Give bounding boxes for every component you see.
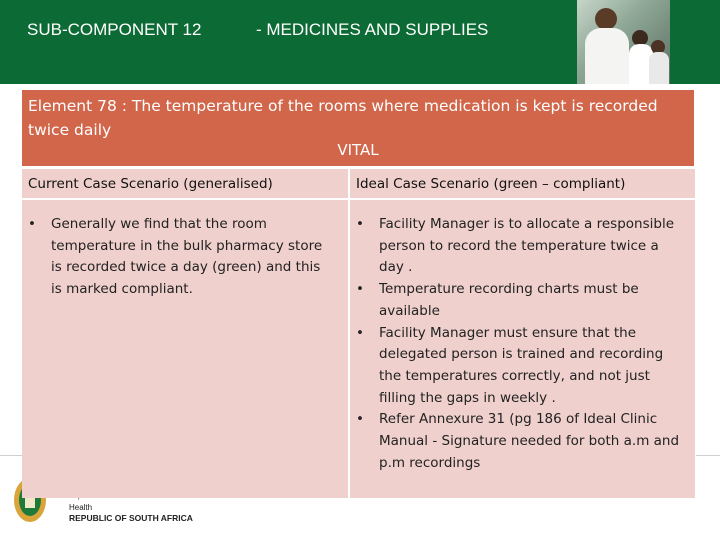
ideal-scenario-list bbox=[356, 214, 686, 474]
scenario-table bbox=[22, 167, 696, 498]
footer-country: REPUBLIC OF SOUTH AFRICA bbox=[69, 513, 193, 523]
current-scenario-cell bbox=[22, 200, 348, 498]
bullet-item: • Refer Annexure 31 (pg 186 of Ideal Clinic Manual - Signature needed for both a.m and p.m recordings bbox=[356, 409, 686, 474]
subcomponent-title: - MEDICINES AND SUPPLIES bbox=[256, 20, 489, 39]
element-title: Element 78 : The temperature of the rooms where medication is kept is recorded twice daily bbox=[28, 97, 658, 139]
ideal-scenario-cell bbox=[350, 200, 695, 498]
bullet-item: • Facility Manager is to allocate a responsible person to record the temperature twice a day . bbox=[356, 214, 686, 279]
subcomponent-label: SUB-COMPONENT 12 bbox=[27, 20, 202, 39]
current-scenario-header: Current Case Scenario (generalised) bbox=[22, 169, 348, 198]
header-photo bbox=[577, 0, 670, 84]
bullet-item: • Facility Manager must ensure that the delegated person is trained and recording the temperatures correctly, and not just filling the gaps in weekly . bbox=[356, 323, 686, 410]
current-scenario-list bbox=[28, 214, 328, 301]
footer-health: Health bbox=[69, 503, 93, 512]
ideal-scenario-header: Ideal Case Scenario (green – compliant) bbox=[350, 169, 695, 198]
vital-rating: VITAL bbox=[337, 141, 379, 159]
element-title-box bbox=[22, 90, 694, 166]
bullet-item: • Temperature recording charts must be available bbox=[356, 279, 686, 322]
bullet-item: • Generally we find that the room temperature in the bulk pharmacy store is recorded twice a day (green) and this is marked compliant. bbox=[28, 214, 328, 301]
